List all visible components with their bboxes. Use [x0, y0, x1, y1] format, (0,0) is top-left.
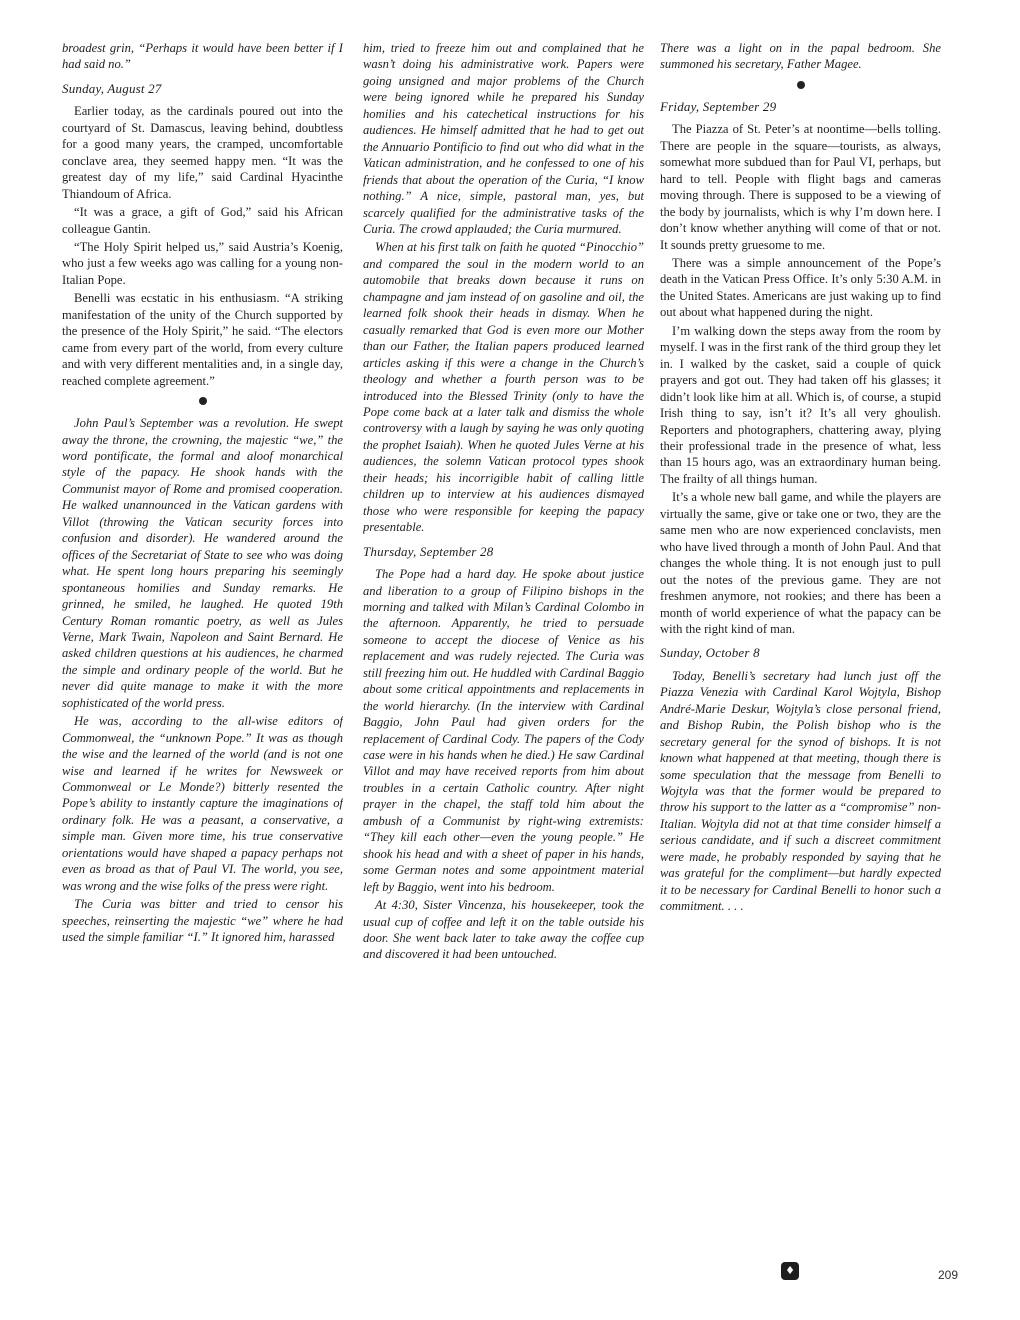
playboy-rabbit-icon: ♦ — [781, 1262, 799, 1280]
date-heading: Sunday, August 27 — [62, 80, 162, 96]
paragraph: “It was a grace, a gift of God,” said his African colleague Gantin. — [62, 205, 343, 236]
paragraph: There was a light on in the papal bedroom. She summoned his secretary, Father Magee. — [660, 41, 941, 72]
paragraph: I’m walking down the steps away from the room by myself. I was in the first rank of the third group they let in. I walked by the casket, said a couple of quick prayers and got out. They had taken off his glasses; it didn’t look like him at all. Which is, of course, a stupid Irish thing to say, isn’t it? It’s all very ghoulish. Reporters and photographers, chattering away, plying their professional trade in the presence of what, less than 15 hours ago, was an extraordinary human being. The frailty of all things human. — [660, 323, 941, 486]
paragraph: him, tried to freeze him out and complained that he wasn’t doing his administrative work. Papers were going unsigned and major problems of the Church were being ignored while he prepared his Sunday homilies and his catechetical instructions for his audiences. He himself admitted that he had to get out the Annuario Pontificio to find out who did what in the Vatican administration, and he confessed to one of his friends that about the operation of the Curia, “I know nothing.” A nice, simple, pastoral man, yes, but scarcely qualified for the administrative tasks of the Curia. The crowd applauded; the Curia murmured. — [363, 41, 644, 236]
paragraph: The Piazza of St. Peter’s at noontime—bells tolling. There are people in the square—tourists, as always, somewhat more subdued than for Paul VI, perhaps, but hard to tell. People with flight bags and cameras moving through. There is supposed to be a viewing of the body by journalists, which is why I’m down here. I don’t know whether anything will come of that or not. It sounds pretty gruesome to me. — [660, 122, 941, 252]
paragraph: It’s a whole new ball game, and while the players are virtually the same, give or take one or two, they are the same men who are now experienced conclavists, men who have lived through a month of John Paul. And that changes the whole thing. It is not enough just to pull out the notes of the previous game. They are not freshmen anymore, not rookies; and there has been a month of world experience of what the papacy can be with the right kind of man. — [660, 490, 941, 636]
paragraph: Earlier today, as the cardinals poured out into the courtyard of St. Damascus, leaving behind, doubtless for a good many years, the cramped, uncomfortable conclave area, they seemed happy men. “It was the greatest day of my life,” said Cardinal Hyacinthe Thiandoum of Africa. — [62, 104, 343, 201]
date-heading: Sunday, October 8 — [660, 645, 760, 661]
paragraph: When at his first talk on faith he quoted “Pinocchio” and compared the soul in the modern world to an automobile that breaks down because it runs on champagne and jam instead of on gasoline and oil, the learned folk shook their heads in dismay. When he casually remarked that God is even more our Mother than our Father, the Italian papers produced learned articles asking if this were a change in the Church’s theology and whether a fourth person was to be introduced into the Blessed Trinity (only to have the Pope come back at a later talk and dismiss the whole controversy with a laugh by saying he was only quoting the prophet Isaiah). When he quoted Jules Verne at his audiences, the solemn Vatican protocol types shook their heads; his incorrigible habit of calling little children up to interview at his audiences dismayed those who were responsible for keeping the papacy presentable. — [363, 240, 644, 535]
paragraph: Today, Benelli’s secretary had lunch just off the Piazza Venezia with Cardinal Karol Wojtyla, Bishop André-Marie Deskur, Wojtyla’s close personal friend, and Bishop Rubin, the Polish bishop who is the secretary general for the synod of bishops. It is not known what happened at that meeting, though there is some speculation that the message from Benelli to Wojtyla was that the former would be prepared to throw his support to the latter as a “compromise” non-Italian. Wojtyla did not at that time consider himself a serious candidate, and if such a discreet commitment were made, he probably responded by saying that he was grateful for the compliment—but hardly expected it to be necessary for Cardinal Benelli to honor such a commitment. . . . — [660, 668, 941, 914]
paragraph: He was, according to the all-wise editors of Commonweal, the “unknown Pope.” It was as though the wise and the learned of the world (and is not one wise and learned if he writes for Newsweek or Commonweal or Le Monde?) bitterly resented the Pope’s ability to instantly capture the imaginations of ordinary folk. He was a peasant, a conservative, a simple man. Given more time, his true conservative orientations would have shaped a papacy perhaps not even as broad as that of Paul VI. The world, you see, was wrong and the wise folks of the press were right. — [62, 714, 343, 893]
column-1 — [62, 40, 343, 1280]
column-3 — [660, 40, 941, 1280]
paragraph: John Paul’s September was a revolution. He swept away the throne, the crowning, the majestic “we,” the word pontificate, the formal and aloof monarchical style of the papacy. He shook hands with the Communist mayor of Rome and promised cooperation. He walked unannounced in the Vatican gardens with Villot (throwing the Vatican security forces into confusion and disorder). He wandered around the offices of the Secretariat of State to see who was doing what. He spent long hours preparing his seemingly spontaneous homilies and Sunday remarks. He grinned, he smiled, he laughed. He quoted 19th Century Roman romantic poetry, as well as Jules Verne, Mark Twain, Napoleon and Saint Bernard. He asked children questions at his audiences, he charmed the simple and ordinary people of the world. But he never did quite manage to make it with the more sophisticated of the world press. — [62, 416, 343, 710]
date-heading: Friday, September 29 — [660, 98, 777, 114]
column-2 — [363, 40, 644, 1280]
paragraph: “The Holy Spirit helped us,” said Austria’s Koenig, who just a few weeks ago was calling for a young non-Italian Pope. — [62, 239, 343, 287]
paragraph: Benelli was ecstatic in his enthusiasm. “A striking manifestation of the unity of the Church supported by the presence of the Holy Spirit,” he said. “The electors came from every part of the world, from every culture and with very different mentalities and, in a single day, reached complete agreement.” — [62, 291, 343, 388]
date-heading: Thursday, September 28 — [363, 543, 494, 559]
paragraph: At 4:30, Sister Vincenza, his housekeeper, took the usual cup of coffee and left it on the table outside his door. She went back later to take away the coffee cup and discovered it had been untouched. — [363, 898, 644, 962]
paragraph: The Pope had a hard day. He spoke about justice and liberation to a group of Filipino bishops in the morning and talked with Milan’s Cardinal Colombo in the afternoon. Apparently, he tried to persuade someone to accept the diocese of Venice as his replacement and was rudely rejected. The Curia was still freezing him out. He huddled with Cardinal Baggio about some critical appointments and replacements in the world hierarchy. (In the interview with Cardinal Baggio, John Paul had given orders for the replacement of Cardinal Cody. The papers of the Cody case were in his hands when he died.) He saw Cardinal Villot and may have received reports from him about troubles in a certain Catholic country. After night prayer in the chapel, the staff told him about the ambush of a Communist by right-wing extremists: “They kill each other—even the young people.” He shook his head and with a sheet of paper in his hands, some German notes and some appointment material left by Baggio, went into his bedroom. — [363, 567, 644, 894]
section-divider-dot — [199, 397, 207, 405]
paragraph: The Curia was bitter and tried to censor his speeches, reinserting the majestic “we” where he had used the simple familiar “I.” It ignored him, harassed — [62, 897, 343, 945]
page-number: 209 — [938, 1268, 959, 1282]
section-divider-dot — [797, 81, 805, 89]
paragraph: There was a simple announcement of the Pope’s death in the Vatican Press Office. It’s only 5:30 A.M. in the United States. Americans are just waking up to find out about what happened during the night. — [660, 255, 941, 320]
paragraph: broadest grin, “Perhaps it would have been better if I had said no.” — [62, 41, 343, 72]
